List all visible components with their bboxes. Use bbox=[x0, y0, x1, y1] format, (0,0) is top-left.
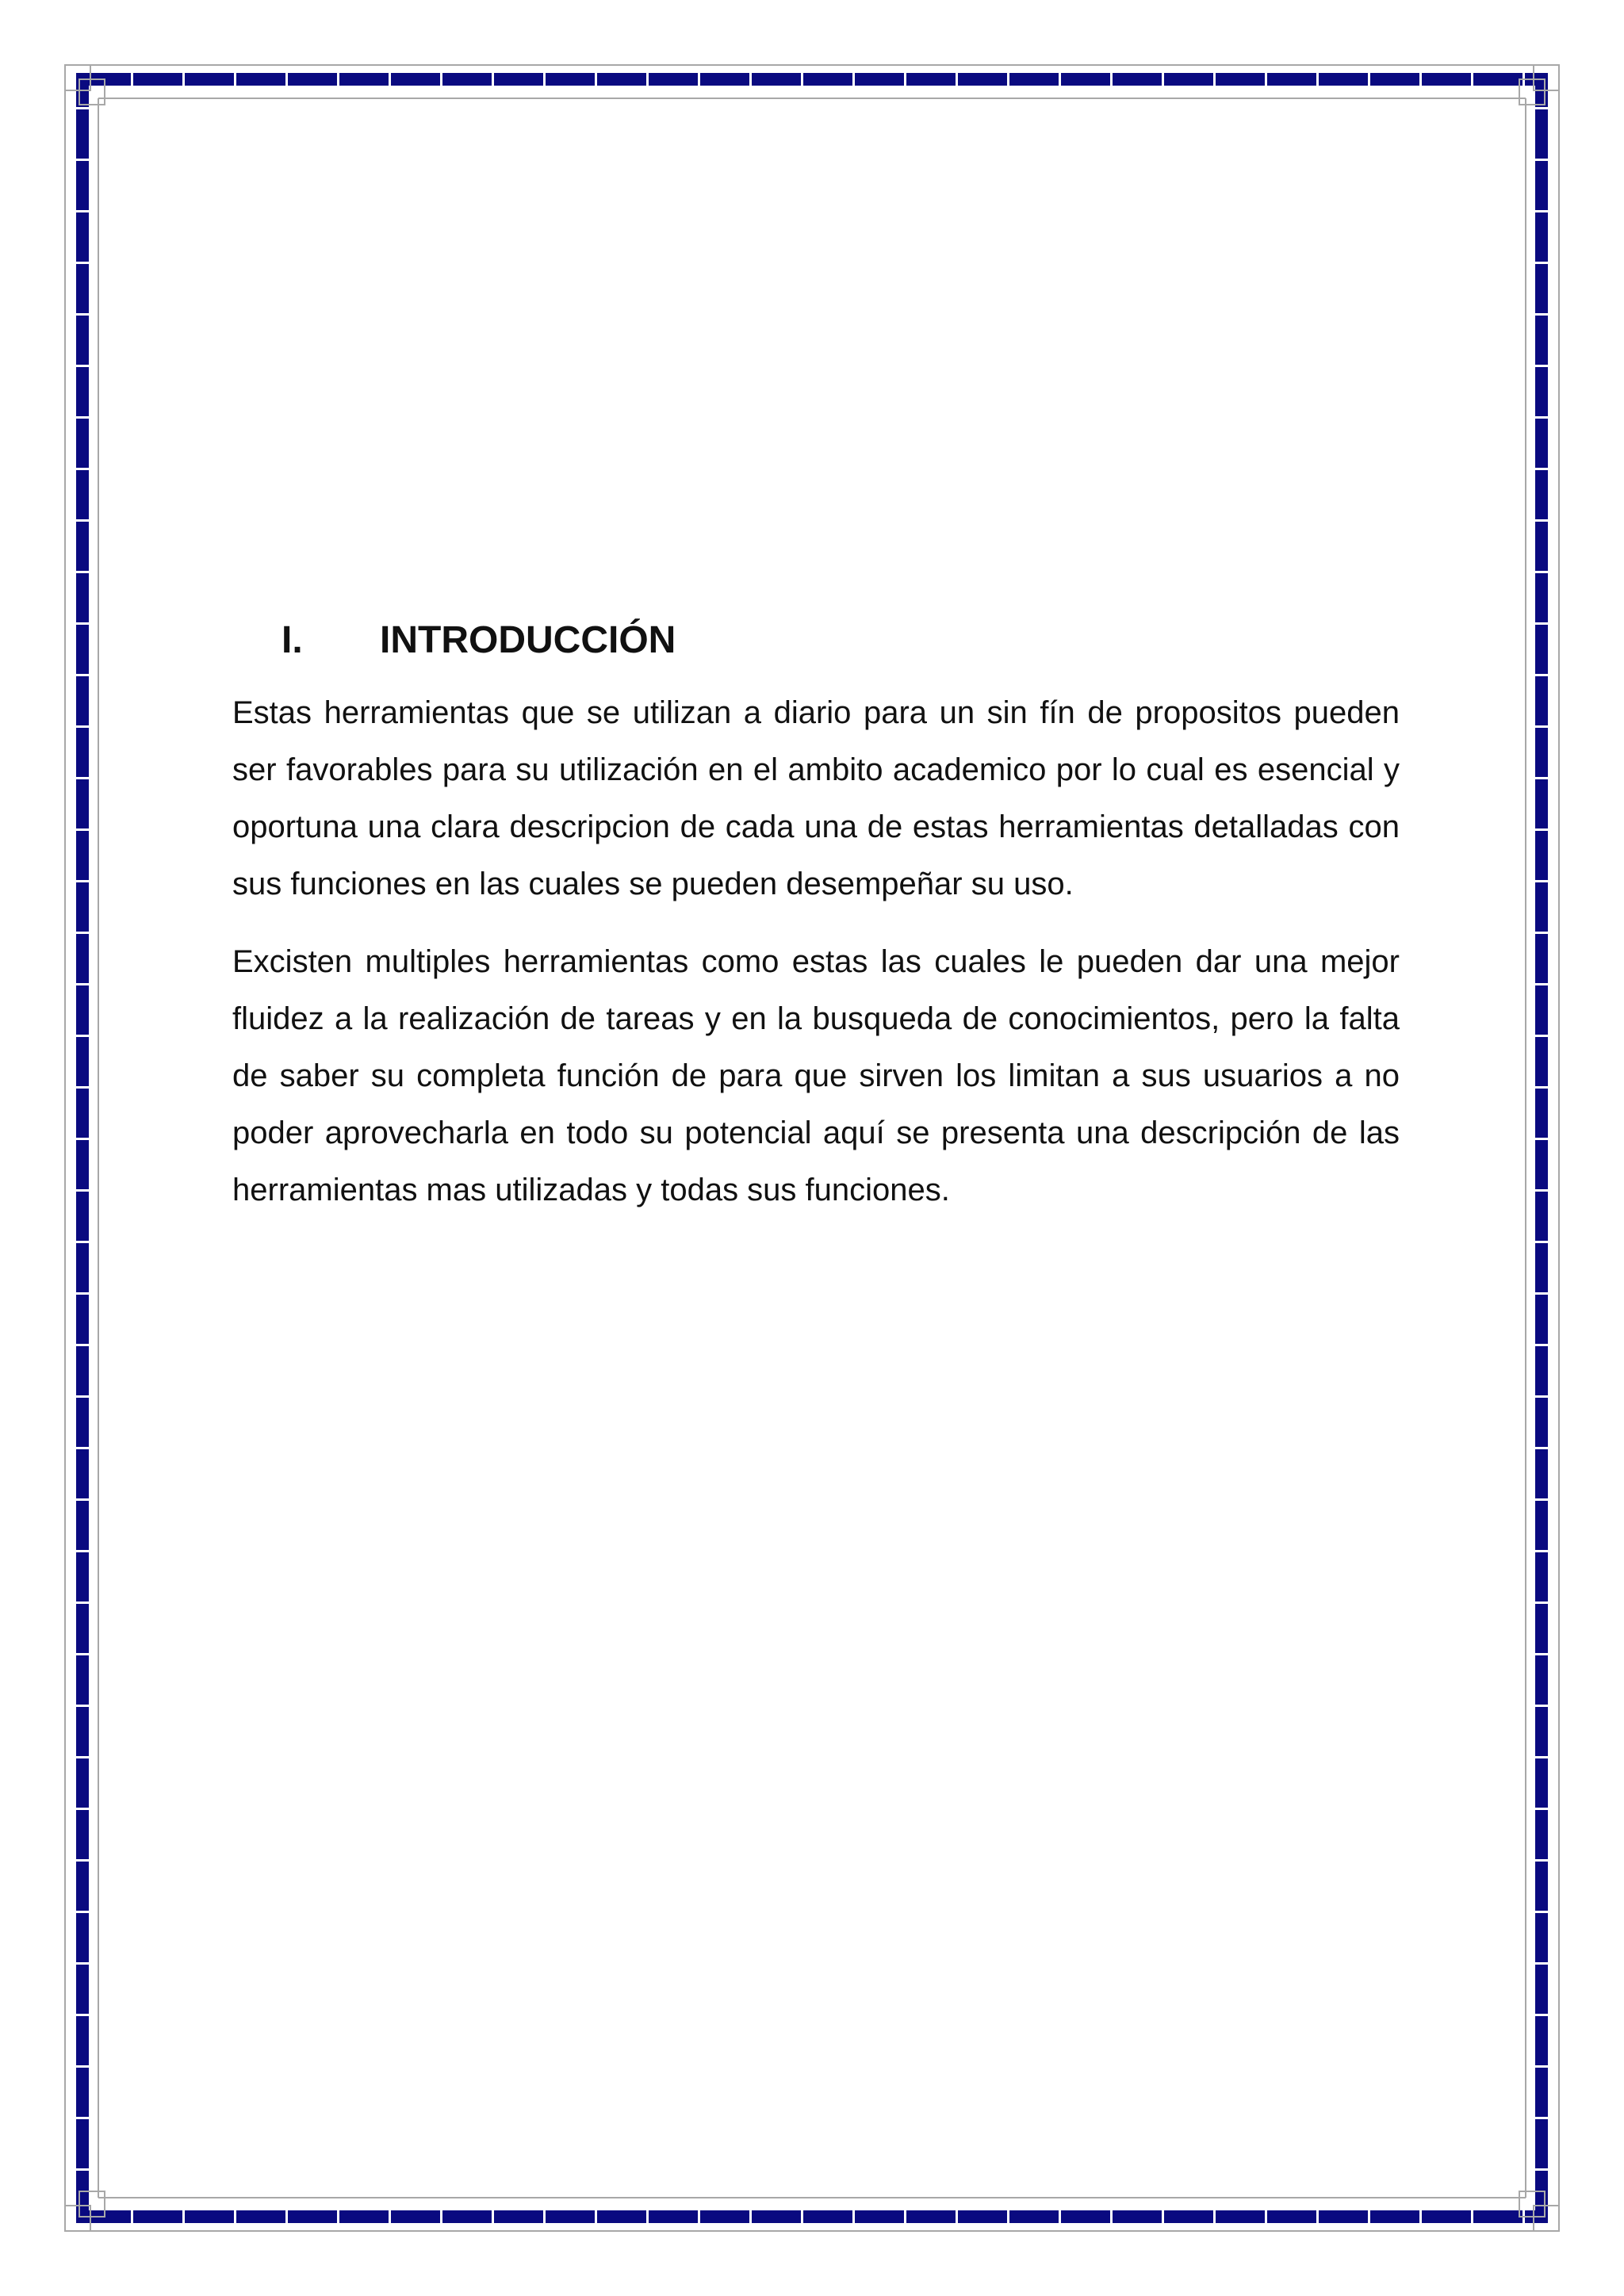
section-title: INTRODUCCIÓN bbox=[380, 619, 676, 661]
section-heading bbox=[282, 618, 1400, 662]
paragraph-1: Estas herramientas que se utilizan a diario para un sin fín de propositos pueden ser favorables para su utilización en el ambito academico por lo cual es esencial y oportuna una clara descripcion de cada una de estas herramientas detalladas con sus funciones en las cuales se pueden desempeñar su uso. bbox=[232, 695, 1400, 901]
paragraph-2: Excisten multiples herramientas como estas las cuales le pueden dar una mejor fluidez a la realización de tareas y en la busqueda de conocimientos, pero la falta de saber su completa función de para que sirven los limitan a sus usuarios a no poder aprovecharla en todo su potencial aquí se presenta una descripción de las herramientas mas utilizadas y todas sus funciones. bbox=[232, 944, 1400, 1207]
section-number: I. bbox=[282, 619, 303, 661]
document-body bbox=[232, 618, 1400, 1239]
